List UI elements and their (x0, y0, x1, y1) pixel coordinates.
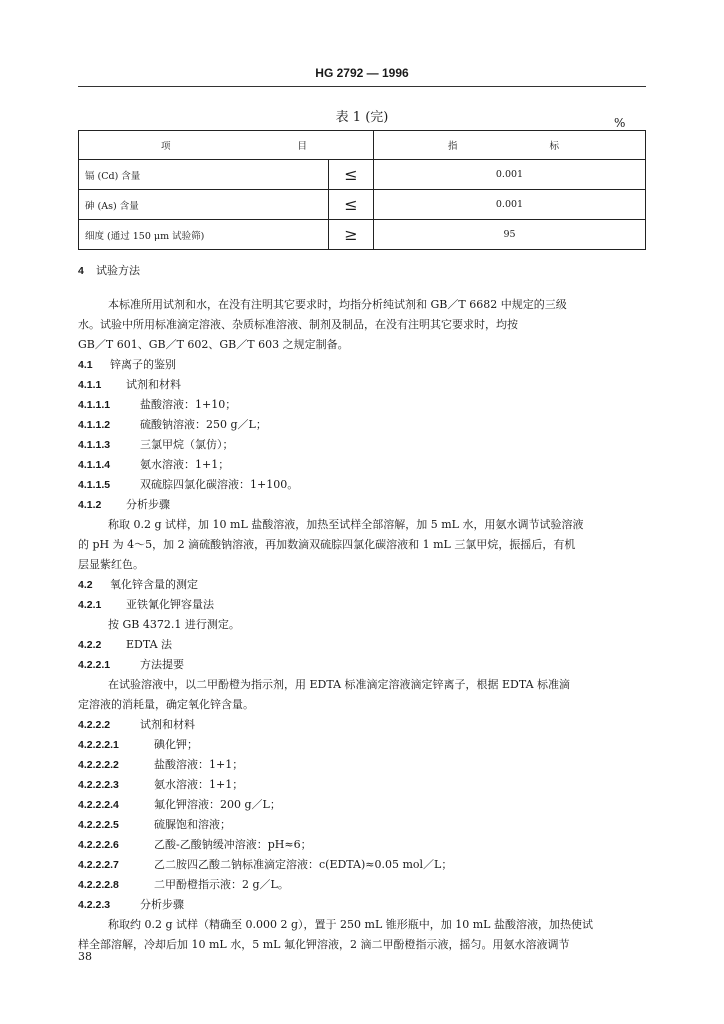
paragraph-text: 样全部溶解，冷却后加 10 mL 水，5 mL 氟化钾溶液，2 滴二甲酚橙指示液，摇匀。用氨水溶液调节 (78, 938, 570, 951)
paragraph-text: GB／T 601、GB／T 602、GB／T 603 之规定制备。 (78, 338, 349, 351)
text-line (78, 596, 214, 612)
table-row (79, 160, 646, 190)
header-item-b: 目 (297, 141, 307, 152)
section-number: 4 (78, 265, 84, 277)
text-line (78, 416, 267, 432)
row-item: 砷 (As) 含量 (79, 190, 329, 220)
section-title: 双硫腙四氯化碳溶液：1+100。 (140, 478, 299, 491)
row-value: 95 (374, 220, 646, 250)
text-line (78, 356, 176, 372)
section-number: 4.2.2.3 (78, 899, 111, 911)
section-number: 4.2.2.2.1 (78, 739, 119, 751)
section-number: 4.1.2 (78, 499, 102, 511)
text-line (78, 576, 198, 592)
table-caption: 表 1 (完) (335, 110, 389, 125)
spec-table (78, 130, 646, 250)
section-title: 硫脲饱和溶液； (154, 818, 231, 831)
row-item: 镉 (Cd) 含量 (79, 160, 329, 190)
section-number: 4.2.2.2.5 (78, 819, 119, 831)
text-line (108, 516, 583, 532)
header-value-a: 指 (448, 141, 458, 152)
text-line (78, 476, 298, 492)
text-line (78, 796, 281, 812)
section-number: 4.2.2.2.7 (78, 859, 119, 871)
section-title: 氨水溶液：1+1； (154, 778, 244, 791)
header-divider (78, 86, 646, 87)
paragraph-text: 的 pH 为 4～5，加 2 滴硫酸钠溶液，再加数滴双硫腙四氯化碳溶液和 1 mL 三氯甲烷，振摇后，有机 (78, 538, 576, 551)
text-line (78, 376, 181, 392)
paragraph-text: 定溶液的消耗量，确定氧化锌含量。 (78, 698, 254, 711)
text-line (78, 636, 172, 652)
section-title: 盐酸溶液：1+10； (140, 398, 237, 411)
text-line (78, 436, 234, 452)
paragraph-text: 称取 0.2 g 试样，加 10 mL 盐酸溶液，加热至试样全部溶解，加 5 mL 水，用氨水调节试验溶液 (108, 518, 584, 531)
section-number: 4.2.2.2.2 (78, 759, 119, 771)
text-line (78, 836, 312, 852)
section-title: 乙酸-乙酸钠缓冲溶液：pH≈6； (154, 838, 312, 851)
section-number: 4.1.1.5 (78, 479, 111, 491)
section-title: 试验方法 (96, 264, 140, 277)
text-line (78, 856, 452, 872)
text-line (78, 736, 198, 752)
paragraph-text: 称取约 0.2 g 试样（精确至 0.000 2 g），置于 250 mL 锥形瓶中，加 10 mL 盐酸溶液，加热使试 (108, 918, 593, 931)
section-title: 分析步骤 (126, 498, 170, 511)
section-number: 4.1.1 (78, 379, 102, 391)
section-title: 二甲酚橙指示液：2 g／L。 (154, 878, 289, 891)
paragraph-text: 在试验溶液中，以二甲酚橙为指示剂，用 EDTA 标准滴定溶液滴定锌离子，根据 EDTA 标准滴 (108, 678, 571, 691)
section-number: 4.1.1.1 (78, 399, 111, 411)
text-line (78, 756, 243, 772)
section-title: EDTA 法 (126, 638, 173, 651)
row-item: 细度 (通过 150 μm 试验筛) (79, 220, 329, 250)
standard-code-header: HG 2792 — 1996 (315, 66, 409, 80)
text-line (108, 616, 240, 632)
header-item-a: 项 (161, 141, 171, 152)
table-unit: % (614, 116, 626, 130)
text-line (78, 496, 170, 512)
text-line (78, 696, 254, 712)
paragraph-text: 水。试验中所用标准滴定溶液、杂质标准溶液、制剂及制品，在没有注明其它要求时，均按 (78, 318, 518, 331)
section-number: 4.2 (78, 579, 93, 591)
section-number: 4.2.2.2.4 (78, 799, 119, 811)
text-line (78, 656, 184, 672)
text-line (78, 816, 231, 832)
text-line (78, 936, 569, 952)
page-number: 38 (78, 950, 92, 963)
section-number: 4.2.2.2 (78, 719, 111, 731)
section-title: 乙二胺四乙酸二钠标准滴定溶液：c(EDTA)≈0.05 mol／L； (154, 858, 453, 871)
section-number: 4.2.1 (78, 599, 102, 611)
section-number: 4.2.2.2.8 (78, 879, 119, 891)
section-title: 氟化钾溶液：200 g／L； (154, 798, 281, 811)
section-number: 4.1 (78, 359, 93, 371)
text-line (108, 676, 570, 692)
text-line (78, 316, 518, 332)
row-operator: ≥ (329, 220, 374, 250)
header-value-b: 标 (549, 141, 559, 152)
text-line (78, 396, 236, 412)
header-item-cell (79, 131, 374, 160)
paragraph-text: 按 GB 4372.1 进行测定。 (108, 618, 240, 631)
section-number: 4.1.1.3 (78, 439, 111, 451)
table-row (79, 190, 646, 220)
section-title: 三氯甲烷（氯仿）； (140, 438, 234, 451)
section-number: 4.2.2.1 (78, 659, 111, 671)
section-title: 盐酸溶液：1+1； (154, 758, 244, 771)
text-line (78, 536, 575, 552)
section-title: 亚铁氰化钾容量法 (126, 598, 214, 611)
text-line (78, 556, 144, 572)
section-title: 氨水溶液：1+1； (140, 458, 230, 471)
text-line (78, 716, 195, 732)
text-line (78, 456, 229, 472)
text-line (108, 296, 567, 312)
header-value-cell (374, 131, 646, 160)
section-number: 4.2.2.2.6 (78, 839, 119, 851)
section-number: 4.2.2 (78, 639, 102, 651)
row-value: 0.001 (374, 190, 646, 220)
section-title: 分析步骤 (140, 898, 184, 911)
row-value: 0.001 (374, 160, 646, 190)
table-header-row (79, 131, 646, 160)
text-line (78, 896, 184, 912)
section-number: 4.2.2.2.3 (78, 779, 119, 791)
row-operator: ≤ (329, 190, 374, 220)
paragraph-text: 层显紫红色。 (78, 558, 144, 571)
text-line (78, 776, 243, 792)
section-title: 试剂和材料 (140, 718, 195, 731)
section-title: 方法提要 (140, 658, 184, 671)
section-title: 碘化钾； (154, 738, 198, 751)
section-title: 硫酸钠溶液：250 g／L； (140, 418, 267, 431)
text-line (78, 262, 140, 278)
text-line (78, 336, 349, 352)
text-line (78, 876, 289, 892)
text-line (108, 916, 593, 932)
section-title: 锌离子的鉴别 (110, 358, 176, 371)
section-title: 试剂和材料 (126, 378, 181, 391)
table-row (79, 220, 646, 250)
section-title: 氧化锌含量的测定 (110, 578, 198, 591)
paragraph-text: 本标准所用试剂和水，在没有注明其它要求时，均指分析纯试剂和 GB／T 6682 中规定的三级 (108, 298, 567, 311)
row-operator: ≤ (329, 160, 374, 190)
section-number: 4.1.1.4 (78, 459, 111, 471)
section-number: 4.1.1.2 (78, 419, 111, 431)
